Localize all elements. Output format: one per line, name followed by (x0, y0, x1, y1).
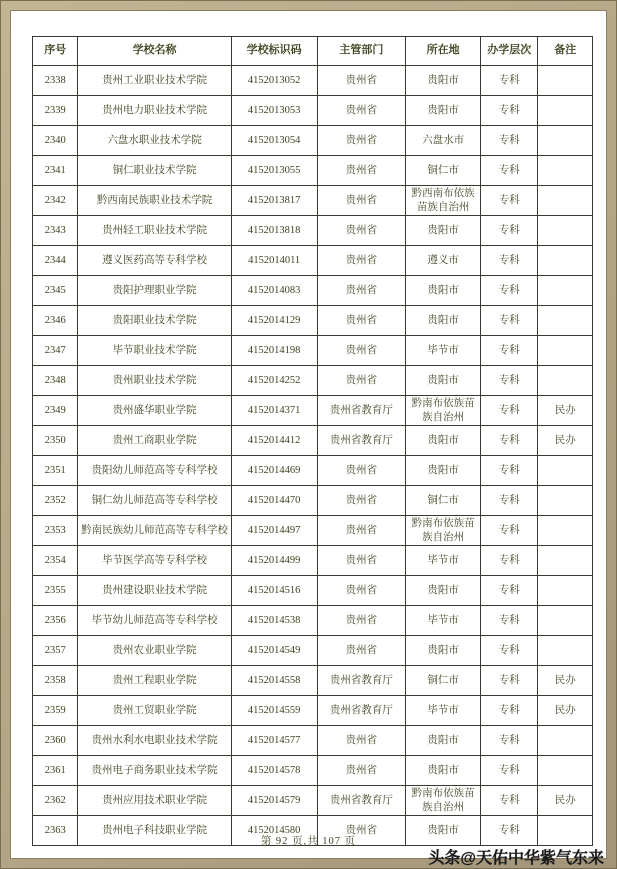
table-cell: 2349 (33, 396, 78, 426)
table-cell: 贵州省 (317, 576, 406, 606)
table-cell: 贵阳市 (406, 426, 481, 456)
table-cell: 专科 (480, 786, 538, 816)
table-cell: 2361 (33, 756, 78, 786)
table-cell: 民办 (538, 696, 593, 726)
watermark-text: 头条@天佑中华紫气东来 (428, 850, 604, 867)
table-cell: 专科 (480, 96, 538, 126)
table-cell: 4152014198 (231, 336, 317, 366)
table-cell: 贵阳市 (406, 636, 481, 666)
table-row (33, 726, 593, 756)
table-cell: 贵州工程职业学院 (78, 666, 231, 696)
table-cell: 4152014469 (231, 456, 317, 486)
table-cell: 贵州省教育厅 (317, 426, 406, 456)
table-cell: 4152014011 (231, 246, 317, 276)
table-cell: 贵州省 (317, 516, 406, 546)
table-row (33, 366, 593, 396)
table-cell: 专科 (480, 486, 538, 516)
table-row (33, 126, 593, 156)
table-cell: 专科 (480, 426, 538, 456)
table-cell: 4152014497 (231, 516, 317, 546)
table-cell: 毕节市 (406, 696, 481, 726)
table-cell: 民办 (538, 666, 593, 696)
table-cell: 4152013818 (231, 216, 317, 246)
table-row (33, 756, 593, 786)
table-cell: 2338 (33, 66, 78, 96)
table-row (33, 216, 593, 246)
table-cell: 贵阳市 (406, 456, 481, 486)
table-cell: 4152013055 (231, 156, 317, 186)
table-cell: 贵阳职业技术学院 (78, 306, 231, 336)
column-header: 所在地 (406, 37, 481, 66)
table-row (33, 516, 593, 546)
table-cell: 贵阳市 (406, 576, 481, 606)
table-cell: 4152014470 (231, 486, 317, 516)
table-cell (538, 486, 593, 516)
table-cell: 贵州省 (317, 726, 406, 756)
table-cell: 贵州农业职业学院 (78, 636, 231, 666)
table-cell (538, 246, 593, 276)
table-cell: 民办 (538, 786, 593, 816)
table-cell: 专科 (480, 666, 538, 696)
table-cell: 贵州电力职业技术学院 (78, 96, 231, 126)
table-cell: 贵州省 (317, 636, 406, 666)
table-row (33, 426, 593, 456)
table-cell: 专科 (480, 516, 538, 546)
table-cell: 专科 (480, 816, 538, 846)
column-header: 备注 (538, 37, 593, 66)
table-cell: 2342 (33, 186, 78, 216)
table-cell: 4152014412 (231, 426, 317, 456)
table-cell: 贵州电子科技职业学院 (78, 816, 231, 846)
school-table-container (32, 36, 593, 846)
table-cell: 贵州省 (317, 306, 406, 336)
table-cell: 专科 (480, 156, 538, 186)
table-cell: 毕节市 (406, 606, 481, 636)
table-cell: 毕节市 (406, 336, 481, 366)
table-cell: 专科 (480, 126, 538, 156)
table-cell: 贵州省 (317, 156, 406, 186)
table-cell: 贵州工贸职业学院 (78, 696, 231, 726)
document-page (10, 10, 607, 859)
table-cell: 贵州省 (317, 756, 406, 786)
table-cell: 4152013053 (231, 96, 317, 126)
table-cell: 4152014577 (231, 726, 317, 756)
table-cell: 4152014549 (231, 636, 317, 666)
table-cell: 贵州工业职业技术学院 (78, 66, 231, 96)
table-cell: 黔南民族幼儿师范高等专科学校 (78, 516, 231, 546)
table-cell (538, 66, 593, 96)
table-cell: 遵义医药高等专科学校 (78, 246, 231, 276)
table-cell: 贵州省 (317, 606, 406, 636)
table-row (33, 786, 593, 816)
table-cell: 4152014252 (231, 366, 317, 396)
table-cell: 专科 (480, 576, 538, 606)
table-cell: 黔西南布依族苗族自治州 (406, 186, 481, 216)
table-cell (538, 366, 593, 396)
table-cell: 毕节市 (406, 546, 481, 576)
table-cell: 4152014516 (231, 576, 317, 606)
table-cell: 贵阳市 (406, 66, 481, 96)
table-row (33, 576, 593, 606)
table-cell: 贵州省 (317, 186, 406, 216)
table-cell: 贵州省 (317, 246, 406, 276)
table-cell (538, 336, 593, 366)
table-cell: 贵阳市 (406, 276, 481, 306)
table-cell: 专科 (480, 546, 538, 576)
table-cell: 贵州省教育厅 (317, 696, 406, 726)
table-row (33, 156, 593, 186)
table-cell: 贵州省 (317, 816, 406, 846)
table-cell: 贵州省教育厅 (317, 666, 406, 696)
table-cell: 贵阳幼儿师范高等专科学校 (78, 456, 231, 486)
table-cell: 贵阳市 (406, 96, 481, 126)
table-cell: 黔西南民族职业技术学院 (78, 186, 231, 216)
table-cell: 民办 (538, 396, 593, 426)
table-cell: 2350 (33, 426, 78, 456)
table-cell: 4152014558 (231, 666, 317, 696)
table-cell: 铜仁市 (406, 486, 481, 516)
table-cell: 4152013052 (231, 66, 317, 96)
table-row (33, 696, 593, 726)
table-cell: 贵州建设职业技术学院 (78, 576, 231, 606)
table-cell: 2344 (33, 246, 78, 276)
table-row (33, 456, 593, 486)
table-cell (538, 216, 593, 246)
table-cell: 贵州省 (317, 96, 406, 126)
table-cell: 贵州省 (317, 66, 406, 96)
table-cell: 2341 (33, 156, 78, 186)
table-cell: 2358 (33, 666, 78, 696)
table-cell: 民办 (538, 426, 593, 456)
table-cell: 2355 (33, 576, 78, 606)
table-cell: 专科 (480, 186, 538, 216)
table-body (33, 66, 593, 846)
table-row (33, 636, 593, 666)
table-cell: 贵州应用技术职业学院 (78, 786, 231, 816)
table-cell: 2339 (33, 96, 78, 126)
table-row (33, 276, 593, 306)
table-cell: 黔南布依族苗族自治州 (406, 786, 481, 816)
table-cell (538, 156, 593, 186)
table-cell (538, 606, 593, 636)
table-cell (538, 636, 593, 666)
table-cell: 2346 (33, 306, 78, 336)
table-cell: 贵州省教育厅 (317, 396, 406, 426)
table-cell: 黔南布依族苗族自治州 (406, 516, 481, 546)
table-cell: 专科 (480, 216, 538, 246)
column-header: 学校标识码 (231, 37, 317, 66)
table-cell: 4152013817 (231, 186, 317, 216)
table-cell: 贵州省教育厅 (317, 786, 406, 816)
table-cell: 2357 (33, 636, 78, 666)
table-cell: 2352 (33, 486, 78, 516)
table-cell: 2343 (33, 216, 78, 246)
table-cell: 黔南布依族苗族自治州 (406, 396, 481, 426)
table-cell (538, 276, 593, 306)
table-cell: 专科 (480, 366, 538, 396)
table-cell: 专科 (480, 66, 538, 96)
table-cell: 2351 (33, 456, 78, 486)
table-cell: 4152014578 (231, 756, 317, 786)
table-cell (538, 756, 593, 786)
table-cell: 贵州轻工职业技术学院 (78, 216, 231, 246)
table-cell: 4152013054 (231, 126, 317, 156)
table-cell: 六盘水职业技术学院 (78, 126, 231, 156)
table-cell: 贵州水利水电职业技术学院 (78, 726, 231, 756)
header-row (33, 37, 593, 66)
table-cell (538, 306, 593, 336)
table-row (33, 486, 593, 516)
column-header: 序号 (33, 37, 78, 66)
table-cell: 贵阳市 (406, 216, 481, 246)
table-cell (538, 516, 593, 546)
table-cell: 贵州省 (317, 126, 406, 156)
table-cell: 专科 (480, 396, 538, 426)
table-cell: 贵州盛华职业学院 (78, 396, 231, 426)
table-cell: 专科 (480, 246, 538, 276)
table-cell (538, 186, 593, 216)
table-cell: 4152014580 (231, 816, 317, 846)
table-cell: 2353 (33, 516, 78, 546)
table-cell: 贵州省 (317, 456, 406, 486)
table-header (33, 37, 593, 66)
table-cell: 4152014129 (231, 306, 317, 336)
table-cell: 4152014083 (231, 276, 317, 306)
table-row (33, 666, 593, 696)
table-cell: 2359 (33, 696, 78, 726)
table-cell: 贵阳市 (406, 726, 481, 756)
table-cell: 贵阳市 (406, 366, 481, 396)
table-cell: 4152014559 (231, 696, 317, 726)
table-cell (538, 576, 593, 606)
table-cell: 贵州省 (317, 216, 406, 246)
table-cell: 4152014499 (231, 546, 317, 576)
table-cell (538, 546, 593, 576)
table-cell: 2345 (33, 276, 78, 306)
table-cell: 专科 (480, 726, 538, 756)
table-cell: 贵阳市 (406, 306, 481, 336)
table-row (33, 606, 593, 636)
table-cell: 铜仁幼儿师范高等专科学校 (78, 486, 231, 516)
table-cell: 2354 (33, 546, 78, 576)
table-cell: 专科 (480, 696, 538, 726)
table-cell: 贵阳市 (406, 816, 481, 846)
table-row (33, 306, 593, 336)
table-cell: 铜仁市 (406, 156, 481, 186)
table-cell: 毕节职业技术学院 (78, 336, 231, 366)
table-cell: 贵州省 (317, 366, 406, 396)
table-row (33, 246, 593, 276)
table-cell: 贵州工商职业学院 (78, 426, 231, 456)
table-cell: 贵州省 (317, 546, 406, 576)
table-row (33, 336, 593, 366)
table-cell: 毕节幼儿师范高等专科学校 (78, 606, 231, 636)
table-cell: 2348 (33, 366, 78, 396)
table-cell: 2362 (33, 786, 78, 816)
column-header: 主管部门 (317, 37, 406, 66)
page-number: 第 92 页,共 107 页 (260, 836, 357, 847)
table-cell: 2363 (33, 816, 78, 846)
table-cell: 专科 (480, 276, 538, 306)
table-cell: 2347 (33, 336, 78, 366)
table-cell: 专科 (480, 336, 538, 366)
table-cell: 铜仁市 (406, 666, 481, 696)
table-cell: 专科 (480, 636, 538, 666)
table-cell: 4152014371 (231, 396, 317, 426)
table-cell: 2340 (33, 126, 78, 156)
table-cell (538, 456, 593, 486)
column-header: 办学层次 (480, 37, 538, 66)
table-cell: 专科 (480, 606, 538, 636)
table-cell: 贵阳市 (406, 756, 481, 786)
table-cell: 铜仁职业技术学院 (78, 156, 231, 186)
table-cell: 遵义市 (406, 246, 481, 276)
table-row (33, 66, 593, 96)
table-cell: 六盘水市 (406, 126, 481, 156)
table-cell: 专科 (480, 756, 538, 786)
table-cell: 专科 (480, 456, 538, 486)
table-cell: 2360 (33, 726, 78, 756)
table-row (33, 96, 593, 126)
table-cell: 贵阳护理职业学院 (78, 276, 231, 306)
table-cell: 贵州职业技术学院 (78, 366, 231, 396)
table-cell (538, 726, 593, 756)
table-cell (538, 96, 593, 126)
table-cell: 毕节医学高等专科学校 (78, 546, 231, 576)
school-table (32, 36, 593, 846)
table-cell: 贵州省 (317, 486, 406, 516)
table-row (33, 186, 593, 216)
table-cell: 2356 (33, 606, 78, 636)
column-header: 学校名称 (78, 37, 231, 66)
table-cell: 4152014538 (231, 606, 317, 636)
table-row (33, 546, 593, 576)
table-cell: 贵州省 (317, 336, 406, 366)
table-cell: 贵州电子商务职业技术学院 (78, 756, 231, 786)
table-cell: 专科 (480, 306, 538, 336)
table-cell: 4152014579 (231, 786, 317, 816)
table-row (33, 396, 593, 426)
table-cell: 贵州省 (317, 276, 406, 306)
table-cell (538, 126, 593, 156)
